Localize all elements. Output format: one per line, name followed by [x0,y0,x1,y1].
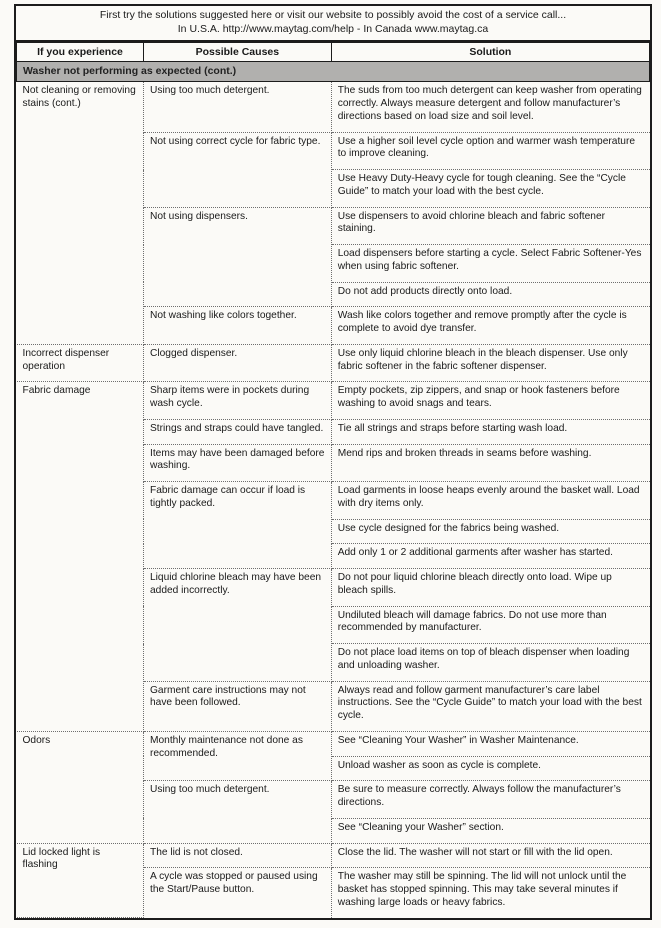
solution-cell: Add only 1 or 2 additional garments after washer has started. [331,544,649,569]
solution-cell: Tie all strings and straps before starting wash load. [331,419,649,444]
experience-cell: Odors [17,731,144,843]
intro-line-1: First try the solutions suggested here or visit our website to possibly avoid the cost of a service call... [99,9,567,21]
cause-cell: Using too much detergent. [144,781,332,843]
solution-cell: Do not add products directly onto load. [331,282,649,307]
table-head [17,43,650,62]
intro-line-2: In U.S.A. http://www.maytag.com/help - In Canada www.maytag.ca [177,22,489,35]
cause-cell: Not using correct cycle for fabric type. [144,132,332,207]
cause-cell: Fabric damage can occur if load is tightly packed. [144,482,332,569]
cause-cell: Clogged dispenser. [144,344,332,382]
solution-cell: Unload washer as soon as cycle is complete. [331,756,649,781]
table-frame [14,4,652,920]
solution-cell: The washer may still be spinning. The lid will not unlock until the basket has stopped spinning. This may take several minutes if washing large loads or heavy fabrics. [331,868,649,918]
section-header: Washer not performing as expected (cont.) [17,62,650,82]
section-header-row [17,62,650,82]
table-body [17,62,650,918]
solution-cell: The suds from too much detergent can keep washer from operating correctly. Always measure detergent and follow manufacturer’s directions based on load size and soil level. [331,82,649,132]
table-row [17,344,650,382]
cause-cell: Not using dispensers. [144,207,332,307]
cause-cell: Liquid chlorine bleach may have been added incorrectly. [144,569,332,682]
table-row [17,843,650,868]
table-row [17,731,650,756]
experience-cell: Not cleaning or removing stains (cont.) [17,82,144,345]
experience-cell: Lid locked light is flashing [17,843,144,918]
solution-cell: Do not pour liquid chlorine bleach directly onto load. Wipe up bleach spills. [331,569,649,607]
solution-cell: Always read and follow garment manufacturer’s care label instructions. See the “Cycle Guide” to match your load with the best cycle. [331,681,649,731]
solution-cell: See “Cleaning your Washer” section. [331,818,649,843]
solution-cell: Use a higher soil level cycle option and warmer wash temperature to improve cleaning. [331,132,649,170]
solution-cell: Mend rips and broken threads in seams before washing. [331,444,649,482]
troubleshooting-table [16,42,650,918]
solution-cell: Be sure to measure correctly. Always follow the manufacturer’s directions. [331,781,649,819]
cause-cell: Using too much detergent. [144,82,332,132]
solution-cell: Do not place load items on top of bleach dispenser when loading and unloading washer. [331,644,649,682]
solution-cell: Load dispensers before starting a cycle. Select Fabric Softener-Yes when using fabric softener. [331,245,649,283]
solution-cell: Close the lid. The washer will not start or fill with the lid open. [331,843,649,868]
solution-cell: Use dispensers to avoid chlorine bleach and fabric softener staining. [331,207,649,245]
solution-cell: Use cycle designed for the fabrics being washed. [331,519,649,544]
cause-cell: The lid is not closed. [144,843,332,868]
column-header-experience: If you experience [17,43,144,62]
solution-cell: Empty pockets, zip zippers, and snap or hook fasteners before washing to avoid snags and tears. [331,382,649,420]
column-header-row [17,43,650,62]
intro-banner [16,6,650,42]
cause-cell: Monthly maintenance not done as recommended. [144,731,332,781]
solution-cell: Load garments in loose heaps evenly around the basket wall. Load with dry items only. [331,482,649,520]
solution-cell: Undiluted bleach will damage fabrics. Do not use more than recommended by manufacturer. [331,606,649,644]
solution-cell: Use Heavy Duty-Heavy cycle for tough cleaning. See the “Cycle Guide” to match your load with the best cycle. [331,170,649,208]
column-header-solution: Solution [331,43,649,62]
experience-cell: Incorrect dispenser operation [17,344,144,382]
experience-cell: Fabric damage [17,382,144,732]
cause-cell: Sharp items were in pockets during wash cycle. [144,382,332,420]
column-header-causes: Possible Causes [144,43,332,62]
solution-cell: Use only liquid chlorine bleach in the bleach dispenser. Use only fabric softener in the fabric softener dispenser. [331,344,649,382]
cause-cell: Garment care instructions may not have been followed. [144,681,332,731]
solution-cell: Wash like colors together and remove promptly after the cycle is complete to avoid dye transfer. [331,307,649,345]
cause-cell: Items may have been damaged before washing. [144,444,332,482]
table-row [17,82,650,132]
solution-cell: See “Cleaning Your Washer” in Washer Maintenance. [331,731,649,756]
table-row [17,382,650,420]
cause-cell: Strings and straps could have tangled. [144,419,332,444]
cause-cell: A cycle was stopped or paused using the Start/Pause button. [144,868,332,918]
cause-cell: Not washing like colors together. [144,307,332,345]
